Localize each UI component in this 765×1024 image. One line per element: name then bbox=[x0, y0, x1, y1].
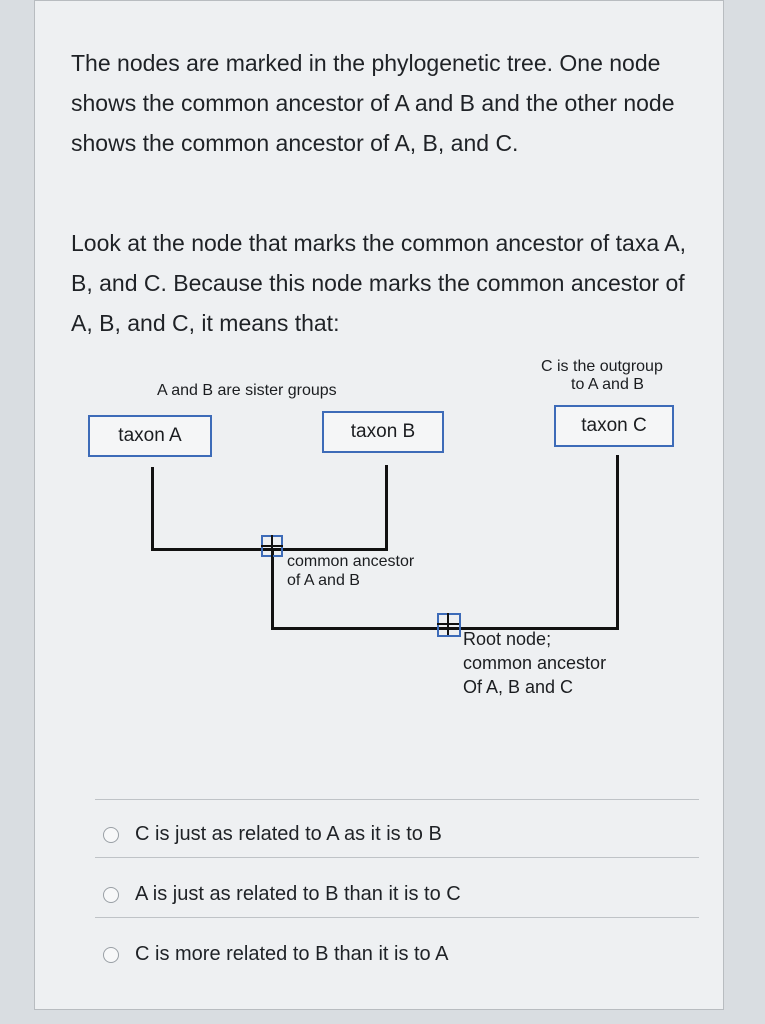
question-card bbox=[34, 0, 724, 1010]
root-node-label-line1: Root node; bbox=[463, 629, 552, 649]
answer-option-label: A is just as related to B than it is to C bbox=[135, 883, 461, 905]
outgroup-label-line2: to A and B bbox=[571, 376, 644, 393]
taxon-a-box: taxon A bbox=[88, 415, 212, 457]
ab-ancestor-label-line1: common ancestor bbox=[287, 553, 415, 570]
branch-ab-stem bbox=[271, 548, 274, 630]
sister-groups-label: A and B are sister groups bbox=[157, 382, 337, 399]
divider bbox=[95, 857, 699, 858]
answer-option-3[interactable] bbox=[103, 943, 448, 966]
radio-button[interactable] bbox=[103, 827, 119, 843]
outgroup-label-line1: C is the outgroup bbox=[541, 358, 663, 375]
radio-button[interactable] bbox=[103, 947, 119, 963]
answer-option-label: C is just as related to A as it is to B bbox=[135, 823, 442, 845]
answer-option-label: C is more related to B than it is to A bbox=[135, 943, 449, 965]
answer-option-1[interactable] bbox=[103, 823, 442, 846]
root-node-marker bbox=[437, 613, 461, 637]
branch-b bbox=[385, 465, 388, 551]
branch-c bbox=[616, 455, 619, 630]
taxon-b-box: taxon B bbox=[322, 411, 444, 453]
node-ab-marker bbox=[261, 535, 283, 557]
answer-option-2[interactable] bbox=[103, 883, 461, 906]
branch-a bbox=[151, 467, 154, 551]
question-paragraph-2: Look at the node that marks the common ancestor of taxa A, B, and C. Because this node marks the common ancestor of A, B, and C, it means that: bbox=[71, 230, 686, 336]
radio-button[interactable] bbox=[103, 887, 119, 903]
root-node-label-line2: common ancestor bbox=[463, 653, 607, 673]
taxon-c-box: taxon C bbox=[554, 405, 674, 447]
divider bbox=[95, 917, 699, 918]
divider bbox=[95, 799, 699, 800]
ab-ancestor-label-line2: of A and B bbox=[287, 572, 360, 589]
question-paragraph-1: The nodes are marked in the phylogenetic tree. One node shows the common ancestor of A and B and the other node shows the common ancestor of A, B, and C. bbox=[71, 50, 675, 156]
root-node-label-line3: Of A, B and C bbox=[463, 677, 574, 697]
